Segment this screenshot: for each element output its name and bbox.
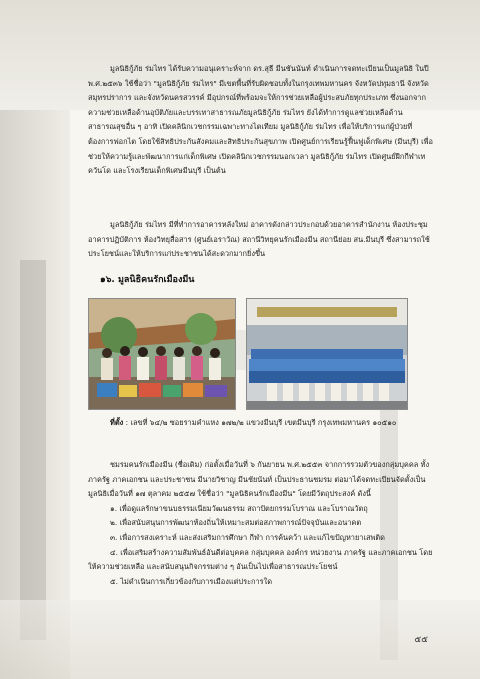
- paragraph-1: มูลนิธิกู้ภัย ร่มไทร ได้รับความอนุเคราะห์จาก ดร.สุธี มีนชันนันท์ ดำเนินการจดทะเบียนเป็นมูลนิธิ ในปี พ.ศ.๒๕๓๖ ใช้ชื่อว่า "มูลนิธิกู้ภัย ร่มไทร" มีเขตพื้นที่รับผิดชอบทั้งในกรุงเทพมหานคร จังหวัดปทุมธานี จังหวัดสมุทรปราการ และจังหวัดนครสวรรค์ มีอุปกรณ์ที่พร้อมจะให้การช่วยเหลือผู้ประสบภัยทุกประเภท ซึ่งนอกจากความช่วยเหลือด้านอุบัติภัยและบรรเทาสาธารณภัยมูลนิธิกู้ภัย ร่มไทร ยังได้ทำการดูแลช่วยเหลือด้านสาธารณสุขอื่น ๆ อาทิ เปิดคลินิกเวชกรรมเฉพาะทางไตเทียม มูลนิธิกู้ภัย ร่มไทร เพื่อให้บริการแก่ผู้ป่วยที่ต้องการฟอกไต โดยใช้สิทธิประกันสังคมและสิทธิประกันสุขภาพ เปิดศูนย์การเรียนรู้ฟื้นฟูเด็กพิเศษ (มีนบุรี) เพื่อช่วยให้ความรู้และพัฒนาการแก่เด็กพิเศษ เปิดคลินิกเวชกรรมนอกเวลา มูลนิธิกู้ภัย ร่มไทร เปิดศูนย์ฝึกกีฬาเทควันโด และโรงเรียนเด็กพิเศษมีนบุรี เป็นต้น: [88, 64, 433, 176]
- watermark-ground: [0, 600, 480, 679]
- photo-hall-assembly-image: [247, 299, 407, 409]
- paragraph-building: [88, 218, 434, 262]
- location-text: : เลขที่ ๖๔/๒ ซอยรามคำแหง ๑๗๒/๒ แขวงมีนบุรี เขตมีนบุรี กรุงเทพมหานคร ๑๐๕๑๐: [123, 418, 397, 427]
- page-number: ๕๕: [414, 635, 428, 645]
- photo-group-donation: [88, 298, 236, 410]
- paragraph-2: มูลนิธิกู้ภัย ร่มไทร มีที่ทำการอาคารหลังใหม่ อาคารดังกล่าวประกอบด้วยอาคารสำนักงาน ห้องประชุม อาคารปฏิบัติการ ห้องวิทยุสื่อสาร (ศูนย์เอราวัณ) สถานีวิทยุคนรักเมืองมีน สถานีย่อย สน.มีนบุรี ซึ่งสามารถใช้ประโยชน์และให้บริการแก่ประชาชนได้สะดวกมากยิ่งขึ้น: [88, 220, 430, 259]
- paragraph-romsai: [88, 62, 434, 179]
- location-block: [88, 416, 434, 431]
- watermark-pillar: [20, 260, 46, 640]
- paragraph-3: ชมรมคนรักเมืองมีน (ชื่อเดิม) ก่อตั้งเมื่อวันที่ ๖ กันยายน พ.ศ.๒๕๕๓ จากการรวมตัวของกลุ่มบุคคล ทั้งภาครัฐ ภาคเอกชน และประชาชน มีนายวิชาญ มีนชัยนันท์ เป็นประธานชมรม ต่อมาได้จดทะเบียนจัดตั้งเป็นมูลนิธิเมื่อวันที่ ๑๗ ตุลาคม ๒๕๕๗ ใช้ชื่อว่า "มูลนิธิคนรักเมืองมีน" โดยมีวัตถุประสงค์ ดังนี้: [88, 460, 430, 499]
- objective-item: ๕. ไม่ดำเนินการเกี่ยวข้องกับการเมืองแต่ประการใด: [110, 576, 273, 586]
- photo-group-donation-image: [89, 299, 235, 409]
- objective-item: ๒. เพื่อสนับสนุนการพัฒนาท้องถิ่นให้เหมาะสมต่อสภาพการณ์ปัจจุบันและอนาคต: [110, 518, 362, 528]
- objective-item: ๔. เพื่อเสริมสร้างความสัมพันธ์อันดีต่อบุคคล กลุ่มบุคคล องค์กร หน่วยงาน ภาครัฐ และภาคเอกชน โดยให้ความช่วยเหลือ และสนับสนุนกิจกรรมต่าง ๆ อันเป็นไปเพื่อสาธารณประโยชน์: [88, 547, 433, 572]
- objective-item: ๑. เพื่อดูแลรักษาขนบธรรมเนียมวัฒนธรรม สถาปัตยกรรมโบราณ และโบราณวัตถุ: [110, 503, 368, 513]
- location-label: ที่ตั้ง: [110, 418, 124, 427]
- section-heading: ๑๖. มูลนิธิคนรักเมืองมีน: [100, 275, 195, 285]
- objective-item: ๓. เพื่อการสงเคราะห์ และส่งเสริมการศึกษา กีฬา การค้นคว้า และแก้ไขปัญหายาเสพติด: [110, 532, 385, 542]
- photo-hall-assembly: [246, 298, 408, 410]
- location-line: [88, 416, 434, 431]
- foundation-description: [88, 458, 434, 589]
